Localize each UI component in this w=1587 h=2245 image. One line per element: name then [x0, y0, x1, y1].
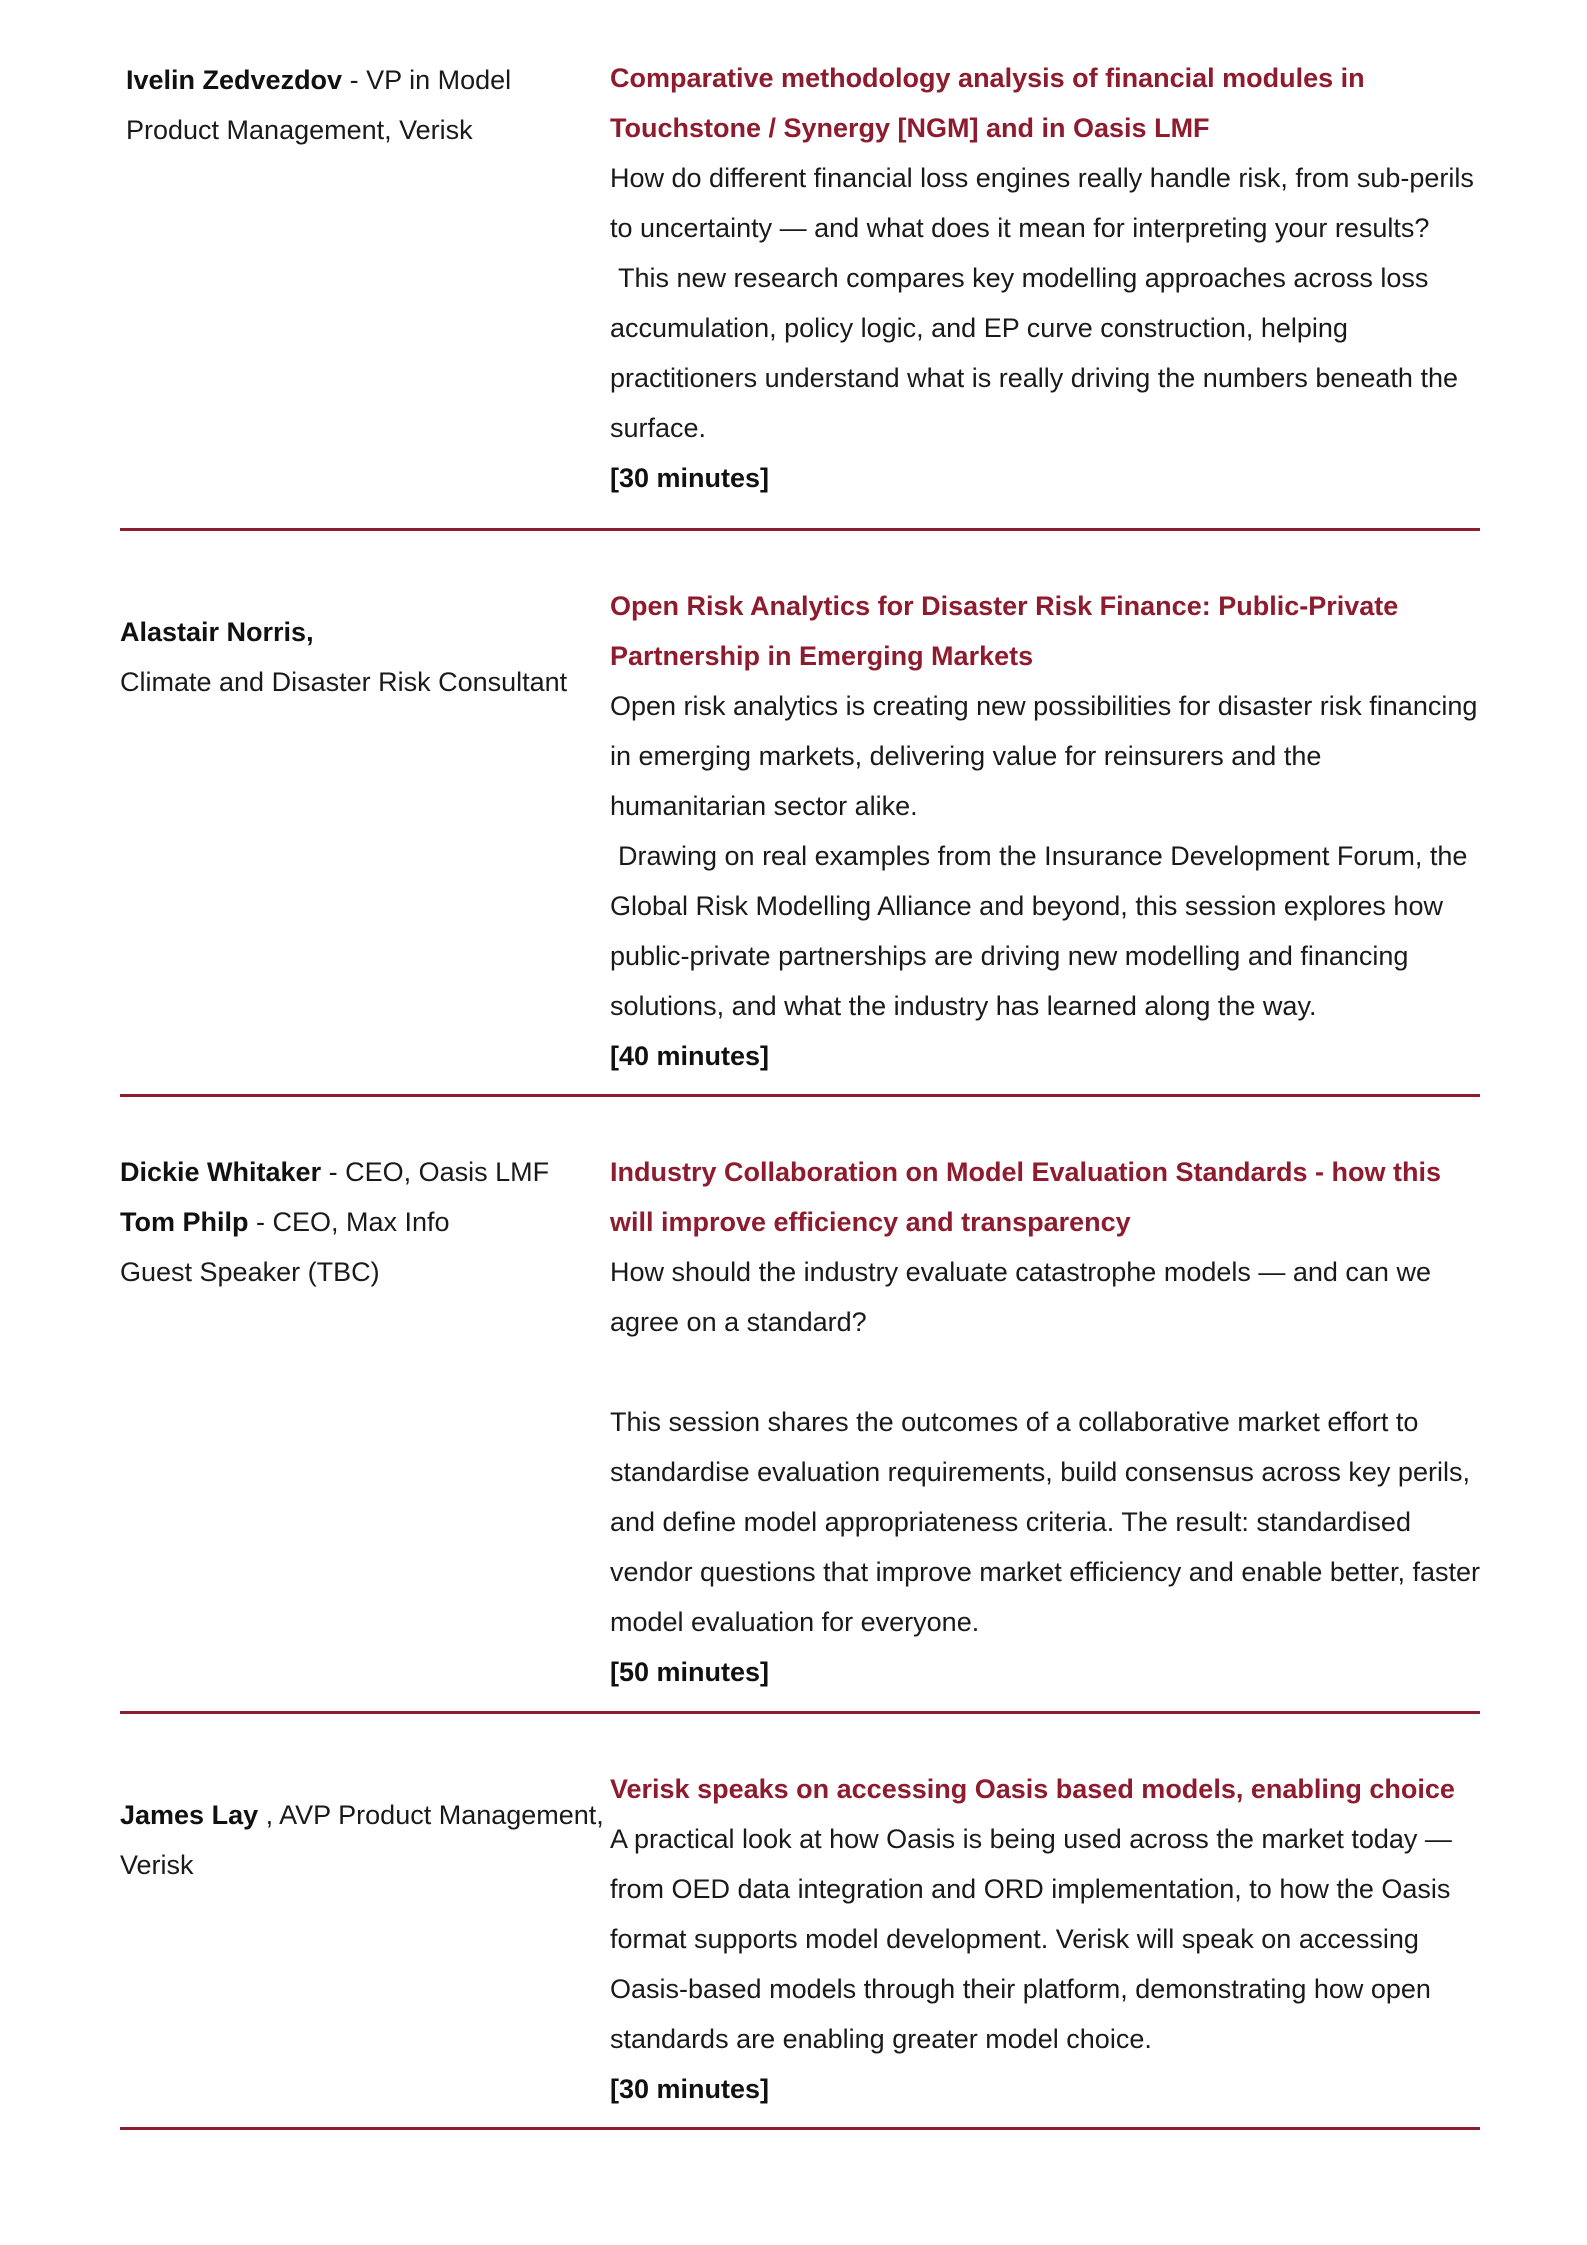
session-duration: [50 minutes]	[610, 1657, 770, 1687]
speaker-line	[120, 1790, 610, 1890]
speaker-line	[120, 1147, 610, 1197]
session-title: Comparative methodology analysis of financial modules in Touchstone / Synergy [NGM] and in Oasis LMF	[610, 63, 1365, 143]
speaker-role: - CEO, Oasis LMF	[321, 1157, 550, 1187]
session-title: Industry Collaboration on Model Evaluation Standards - how this will improve efficiency and transparency	[610, 1157, 1442, 1237]
session-duration: [30 minutes]	[610, 2074, 770, 2104]
speaker-line	[120, 607, 610, 657]
speaker-name: Alastair Norris,	[120, 617, 314, 647]
session-content	[610, 1764, 1480, 2127]
session-speakers	[120, 1764, 610, 2127]
agenda-list	[120, 0, 1480, 2130]
speaker-role: Climate and Disaster Risk Consultant	[120, 667, 568, 697]
agenda-session	[120, 531, 1480, 1094]
session-title: Verisk speaks on accessing Oasis based models, enabling choice	[610, 1774, 1455, 1804]
speaker-role: - CEO, Max Info	[248, 1207, 450, 1237]
speaker-name: Dickie Whitaker	[120, 1157, 322, 1187]
session-description: This new research compares key modelling approaches across loss accumulation, policy logic, and EP curve construction, helping practitioners understand what is really driving the numbers beneath the surface.	[610, 263, 1458, 443]
session-description: Drawing on real examples from the Insurance Development Forum, the Global Risk Modelling Alliance and beyond, this session explores how public-private partnerships are driving new modelling and financing solutions, and what the industry has learned along the way.	[610, 841, 1468, 1021]
speaker-name: James Lay	[120, 1800, 259, 1830]
speaker-name: Ivelin Zedvezdov	[126, 65, 343, 95]
session-description: Open risk analytics is creating new possibilities for disaster risk financing in emerging markets, delivering value for reinsurers and the humanitarian sector alike.	[610, 691, 1478, 821]
speaker-role: , AVP Product Management, Verisk	[120, 1800, 604, 1880]
session-content	[610, 581, 1480, 1094]
session-speakers	[120, 1147, 610, 1711]
session-duration: [30 minutes]	[610, 463, 770, 493]
agenda-session	[120, 1714, 1480, 2127]
session-description: A practical look at how Oasis is being used across the market today — from OED data integration and ORD implementation, to how the Oasis format supports model development. Verisk will speak on accessing Oasis-based models through their platform, demonstrating how open standards are enabling greater model choice.	[610, 1824, 1452, 2054]
session-description: This session shares the outcomes of a collaborative market effort to standardise evaluation requirements, build consensus across key perils, and define model appropriateness criteria. The result: standardised vendor questions that improve market efficiency and enable better, faster model evaluation for everyone.	[610, 1407, 1480, 1637]
session-speakers	[120, 53, 610, 528]
session-content	[610, 1147, 1480, 1711]
session-speakers	[120, 581, 610, 1094]
speaker-line	[120, 55, 610, 155]
speaker-role: Guest Speaker (TBC)	[120, 1257, 380, 1287]
session-content	[610, 53, 1480, 528]
agenda-session	[120, 1097, 1480, 1711]
section-divider	[120, 2127, 1480, 2130]
session-description: How do different financial loss engines really handle risk, from sub-perils to uncertainty — and what does it mean for interpreting your results?	[610, 163, 1474, 243]
agenda-session	[120, 0, 1480, 528]
session-title: Open Risk Analytics for Disaster Risk Finance: Public-Private Partnership in Emerging Markets	[610, 591, 1399, 671]
speaker-name: Tom Philp	[120, 1207, 249, 1237]
speaker-role: - VP in Model Product Management, Verisk	[126, 65, 512, 145]
session-duration: [40 minutes]	[610, 1041, 770, 1071]
speaker-line	[120, 1197, 610, 1247]
session-description: How should the industry evaluate catastrophe models — and can we agree on a standard?	[610, 1257, 1431, 1337]
speaker-line	[120, 1247, 610, 1297]
